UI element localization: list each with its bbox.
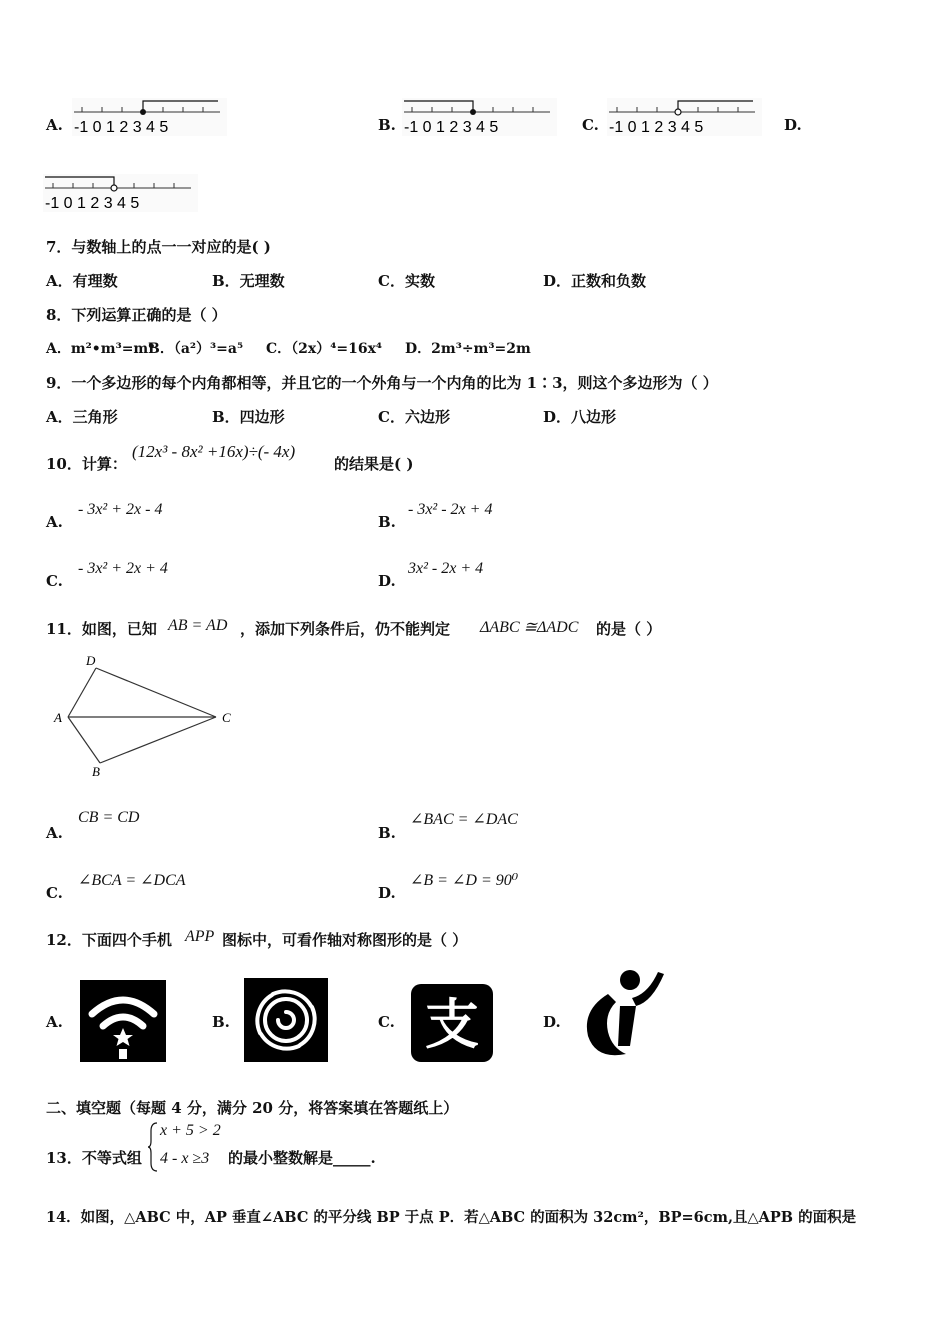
q10-option-d-label: D. bbox=[378, 572, 396, 590]
numberline-b-figure bbox=[402, 98, 557, 136]
q7-option-c: C．实数 bbox=[378, 272, 435, 290]
q6-option-d-label: D. bbox=[784, 116, 802, 134]
q9-option-b: B．四边形 bbox=[212, 408, 285, 426]
q11-option-b: ∠BAC = ∠DAC bbox=[410, 811, 518, 828]
q8-option-d: D．2m³÷m³=2m bbox=[405, 341, 531, 357]
figure-logo-icon bbox=[578, 966, 668, 1066]
quadrilateral-figure bbox=[48, 650, 248, 780]
q10-option-c-label: C. bbox=[46, 572, 63, 590]
q12-option-d-label: D. bbox=[543, 1013, 561, 1031]
section-2-heading: 二、填空题（每题 4 分，满分 20 分，将答案填在答题纸上） bbox=[46, 1099, 459, 1117]
q13-system-brace bbox=[147, 1121, 159, 1177]
q7-option-d: D．正数和负数 bbox=[543, 272, 647, 290]
q7-option-b: B．无理数 bbox=[212, 272, 285, 290]
q8-option-b: B．（a²）³=a⁵ bbox=[148, 341, 244, 357]
q10-option-a-label: A. bbox=[46, 513, 63, 531]
q10-option-b: - 3x² - 2x + 4 bbox=[408, 501, 493, 518]
q11-prefix: 11．如图，已知 bbox=[46, 620, 157, 638]
q11-option-d: ∠B = ∠D = 90⁰ bbox=[410, 872, 519, 889]
tick-labels: -1 0 1 2 3 4 5 bbox=[609, 119, 704, 136]
numberline-d-figure bbox=[43, 174, 198, 212]
alipay-glyph: 支 bbox=[425, 993, 479, 1056]
q6-option-c-label: C. bbox=[582, 116, 599, 134]
q7-option-a: A．有理数 bbox=[46, 272, 118, 290]
q11-suffix: 的是（ ） bbox=[596, 620, 662, 638]
q12-option-a-label: A. bbox=[46, 1013, 63, 1031]
q10-option-c: - 3x² + 2x + 4 bbox=[78, 560, 168, 577]
wifi-star-icon bbox=[78, 978, 168, 1068]
q9-option-a: A．三角形 bbox=[46, 408, 118, 426]
q10-option-b-label: B. bbox=[378, 513, 396, 531]
q11-option-a-label: A. bbox=[46, 824, 63, 842]
q10-prefix: 10．计算： bbox=[46, 455, 127, 473]
q12-prefix: 12．下面四个手机 bbox=[46, 931, 172, 949]
q6-numberline-c bbox=[607, 98, 762, 136]
q11-given: AB = AD bbox=[168, 617, 228, 634]
tick-labels: -1 0 1 2 3 4 5 bbox=[404, 119, 499, 136]
q9-stem: 9．一个多边形的每个内角都相等，并且它的一个外角与一个内角的比为 1∶3，则这个多边形为（ ） bbox=[46, 374, 718, 392]
q7-stem: 7．与数轴上的点一一对应的是( ) bbox=[46, 238, 271, 256]
q8-option-c: C．（2x）⁴=16x⁴ bbox=[266, 341, 383, 357]
tick-labels: -1 0 1 2 3 4 5 bbox=[45, 195, 140, 212]
label-d: D bbox=[86, 653, 96, 668]
alipay-icon bbox=[410, 983, 494, 1067]
q6-numberline-a bbox=[72, 98, 227, 136]
q10-option-d: 3x² - 2x + 4 bbox=[408, 560, 484, 577]
q11-option-c-label: C. bbox=[46, 884, 63, 902]
tick-labels: -1 0 1 2 3 4 5 bbox=[74, 119, 169, 136]
q10-option-a: - 3x² + 2x - 4 bbox=[78, 501, 163, 518]
q11-option-c: ∠BCA = ∠DCA bbox=[78, 872, 186, 889]
q13-suffix: 的最小整数解是_____. bbox=[228, 1149, 376, 1167]
q13-inequality-2: 4 - x ≥3 bbox=[160, 1150, 210, 1167]
q8-option-a: A．m²•m³=m⁶ bbox=[46, 341, 155, 357]
label-b: B bbox=[92, 764, 100, 779]
q11-figure bbox=[48, 650, 248, 784]
q11-option-d-label: D. bbox=[378, 884, 396, 902]
q6-option-b-label: B. bbox=[378, 116, 396, 134]
q12-option-c-label: C. bbox=[378, 1013, 395, 1031]
q11-target: ΔABC ≅ΔADC bbox=[480, 619, 579, 636]
q14-stem: 14．如图，△ABC 中，AP 垂直∠ABC 的平分线 BP 于点 P．若△ABC 的面积为 32cm²，BP=6cm,且△APB 的面积是 bbox=[46, 1209, 857, 1226]
q11-option-b-label: B. bbox=[378, 824, 396, 842]
q9-option-c: C．六边形 bbox=[378, 408, 450, 426]
q12-suffix: 图标中，可看作轴对称图形的是（ ） bbox=[222, 931, 468, 949]
label-c: C bbox=[222, 710, 231, 725]
q6-option-a-label: A. bbox=[46, 116, 63, 134]
q12-option-b-label: B. bbox=[212, 1013, 230, 1031]
numberline-c-figure bbox=[607, 98, 762, 136]
q10-expression: (12x³ - 8x² +16x)÷(- 4x) bbox=[132, 442, 296, 461]
q6-numberline-d bbox=[43, 174, 198, 212]
q11-option-a: CB = CD bbox=[78, 809, 140, 826]
q13-inequality-1: x + 5 > 2 bbox=[160, 1122, 221, 1139]
q8-stem: 8．下列运算正确的是（ ） bbox=[46, 306, 227, 324]
q10-suffix: 的结果是( ) bbox=[334, 455, 414, 473]
q6-numberline-b bbox=[402, 98, 557, 136]
label-a: A bbox=[54, 710, 62, 725]
swirl-icon bbox=[243, 977, 329, 1067]
numberline-a-figure bbox=[72, 98, 227, 136]
q11-middle: ，添加下列条件后，仍不能判定 bbox=[240, 620, 451, 638]
q13-prefix: 13．不等式组 bbox=[46, 1149, 142, 1167]
q12-app: APP bbox=[185, 928, 215, 945]
q9-option-d: D．八边形 bbox=[543, 408, 617, 426]
